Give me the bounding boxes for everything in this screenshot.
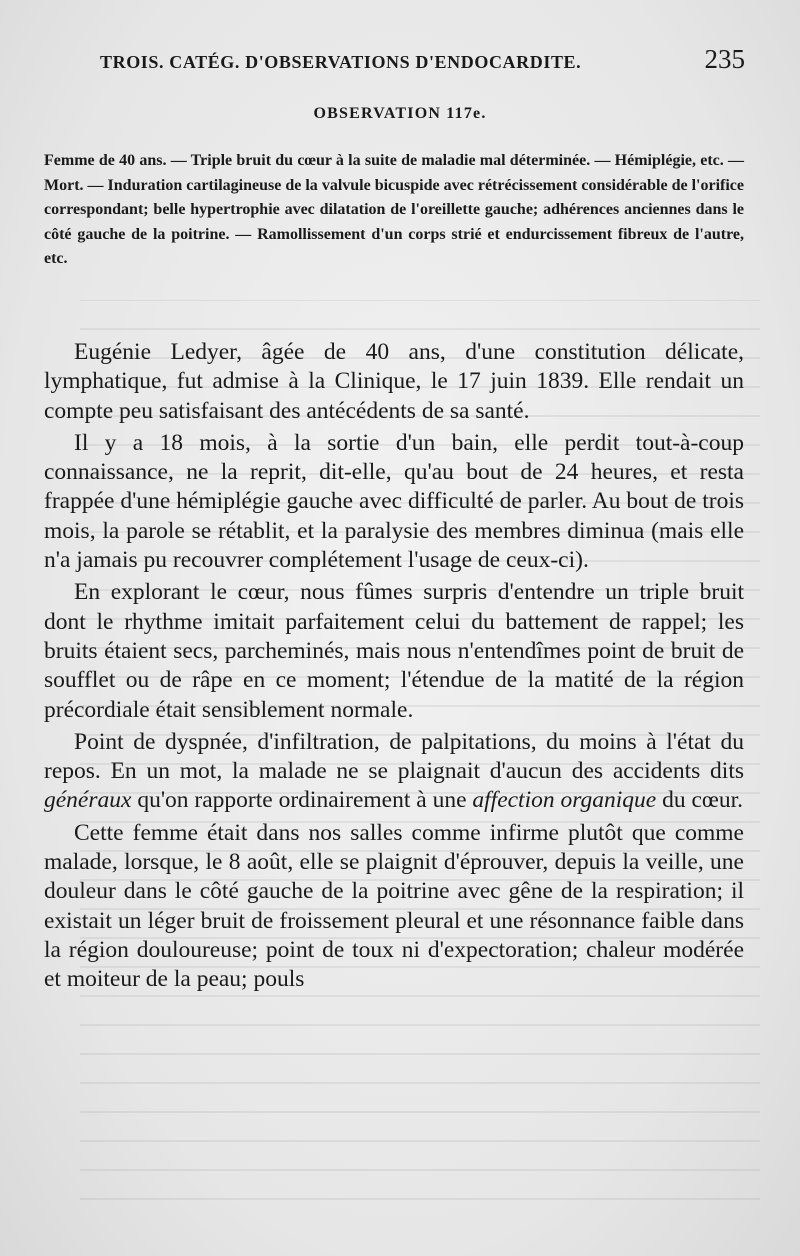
paragraph-2: Il y a 18 mois, à la sortie d'un bain, elle perdit tout-à-coup connaissance, ne la reprit, dit-elle, qu'au bout de 24 heures, et resta frappée d'une hémiplégie gauche avec difficulté de parler. Au bout de trois mois, la parole se rétablit, et la paralysie des membres diminua (mais elle n'a jamais pu recouvrer complétement l'usage de ceux-ci). — [44, 429, 744, 574]
observation-title: OBSERVATION 117e. — [313, 105, 487, 122]
paragraph-1: Eugénie Ledyer, âgée de 40 ans, d'une constitution délicate, lymphatique, fut admise à la Clinique, le 17 juin 1839. Elle rendait un compte peu satisfaisant des antécédents de sa santé. — [44, 339, 744, 424]
running-head — [100, 44, 745, 78]
paragraph-3: En explorant le cœur, nous fûmes surpris d'entendre un triple bruit dont le rhythme imitait parfaitement celui du battement de rappel; les bruits étaient secs, parcheminés, mais nous n'entendîmes point de bruit de soufflet ou de râpe en ce moment; l'étendue de la matité de la région précordiale était sensiblement normale. — [44, 579, 744, 723]
page-number: 235 — [704, 44, 745, 74]
italic-term-generaux: généraux — [44, 787, 132, 814]
paragraph-4-part-b: qu'on rapporte ordinairement à une — [131, 787, 473, 814]
paragraph-4-part-c: du cœur. — [656, 787, 744, 814]
observation-summary: Femme de 40 ans. — Triple bruit du cœur à la suite de maladie mal déterminée. — Hémiplégie, etc. — Mort. — Induration cartilagineuse de la valvule bicuspide avec rétrécissement considérable de l'orifice correspondant; belle hypertrophie avec dilatation de l'oreillette gauche; adhérences anciennes dans le côté gauche de la poitrine. — Ramollissement d'un corps strié et endurcissement fibreux de l'autre, etc. — [44, 152, 744, 267]
running-title: TROIS. CATÉG. D'OBSERVATIONS D'ENDOCARDITE. — [100, 52, 582, 72]
body-text — [44, 338, 744, 998]
italic-term-affection-organique: affection organique — [472, 787, 657, 814]
paragraph-4-part-a: Point de dyspnée, d'infiltration, de palpitations, du moins à l'état du repos. En un mot, la malade ne se plaignait d'aucun des accidents dits — [44, 728, 744, 785]
paragraph-4 — [44, 728, 744, 816]
paragraph-5: Cette femme était dans nos salles comme infirme plutôt que comme malade, lorsque, le 8 août, elle se plaignit d'éprouver, depuis la veille, une douleur dans le côté gauche de la poitrine avec gêne de la respiration; il existait un léger bruit de froissement pleural et une résonnance faible dans la région douloureuse; point de toux ni d'expectoration; chaleur modérée et moiteur de la peau; pouls — [44, 819, 744, 993]
